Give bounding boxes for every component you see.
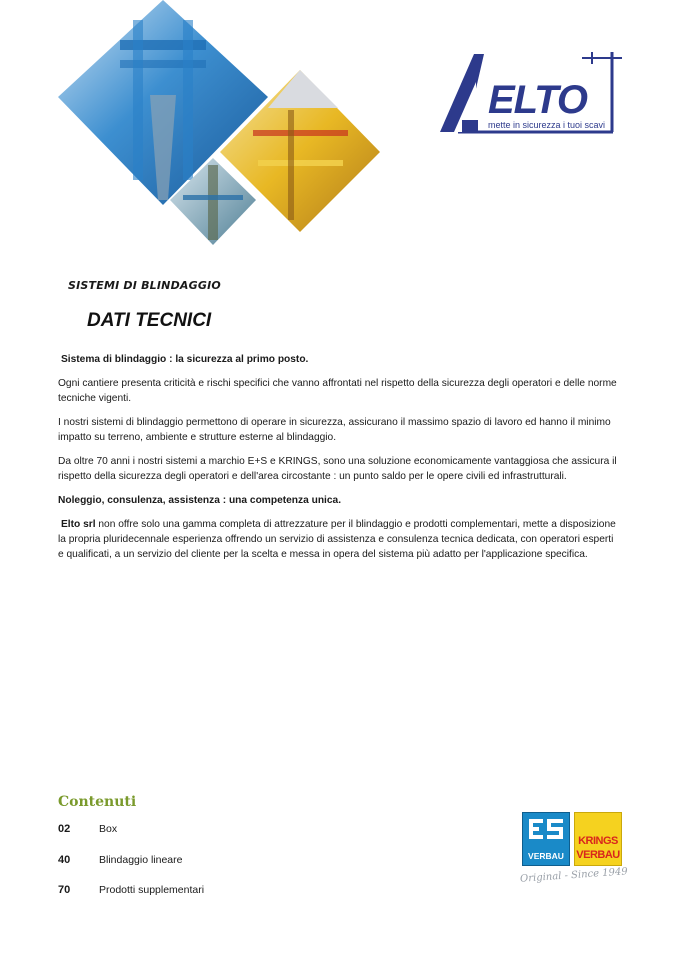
es-verbau-label: VERBAU: [528, 851, 564, 861]
body-heading-2: Noleggio, consulenza, assistenza : una competenza unica.: [58, 495, 342, 506]
hero-photo-collage: [58, 0, 388, 250]
body-paragraph-4: [58, 517, 618, 562]
body-paragraph-4-text: non offre solo una gamma completa di attrezzature per il blindaggio e prodotti complementari, mette a disposizione la propria pluridecennale esperienza offrendo un servizio di assistenza e consulenza tecnica dedicata, con operatori esperti e qualificati, a un servizio del cliente per la scelta e messa in opera del sistema più adatto per l'applicazione specifica.: [58, 519, 616, 560]
body-paragraph-2: I nostri sistemi di blindaggio permettono di operare in sicurezza, assicurano il massimo spazio di lavoro ed hanno il minimo impatto su terreno, ambiente e strutture esterne al blindaggio.: [58, 417, 611, 443]
elto-tagline: mette in sicurezza i tuoi scavi: [488, 120, 606, 130]
toc-item-label: Box: [99, 823, 118, 835]
krings-verbau-badge: [574, 812, 622, 866]
toc-item[interactable]: [58, 884, 358, 900]
body-text: [58, 352, 618, 571]
elto-brand-text: ELTO: [488, 78, 587, 122]
toc-page-number: 40: [58, 854, 71, 866]
toc-item[interactable]: [58, 823, 358, 839]
toc-item-label: Prodotti supplementari: [99, 884, 205, 896]
section-label: SISTEMI DI BLINDAGGIO: [68, 279, 221, 292]
es-verbau-badge: [522, 812, 570, 866]
body-paragraph-1: Ogni cantiere presenta criticità e rischi specifici che vanno affrontati nel rispetto della sicurezza degli operatori e delle norme tecniche vigenti.: [58, 378, 617, 404]
toc-page-number: 02: [58, 823, 71, 835]
since-1949-signature: Original - Since 1949: [519, 866, 629, 885]
company-name: Elto srl: [61, 519, 96, 530]
toc-heading: Contenuti: [58, 794, 137, 810]
body-paragraph-3: Da oltre 70 anni i nostri sistemi a marchio E+S e KRINGS, sono una soluzione economicamente vantaggiosa che assicura il rispetto della sicurezza degli operatori e dell'area circostante : un punto saldo per le opere civili ed infrastrutturali.: [58, 456, 617, 482]
krings-label: KRINGS: [578, 835, 618, 847]
body-heading-1: Sistema di blindaggio : la sicurezza al primo posto.: [61, 354, 309, 365]
krings-verbau-label: VERBAU: [576, 849, 620, 861]
elto-logo: [432, 32, 624, 144]
photo-blue-trench-shoring: [58, 0, 268, 205]
page-title: DATI TECNICI: [87, 310, 212, 331]
brand-badges: [518, 808, 628, 900]
toc-page-number: 70: [58, 884, 71, 896]
toc-item[interactable]: [58, 854, 358, 870]
es-logo-icon: [523, 813, 569, 851]
toc-item-label: Blindaggio lineare: [99, 854, 183, 866]
